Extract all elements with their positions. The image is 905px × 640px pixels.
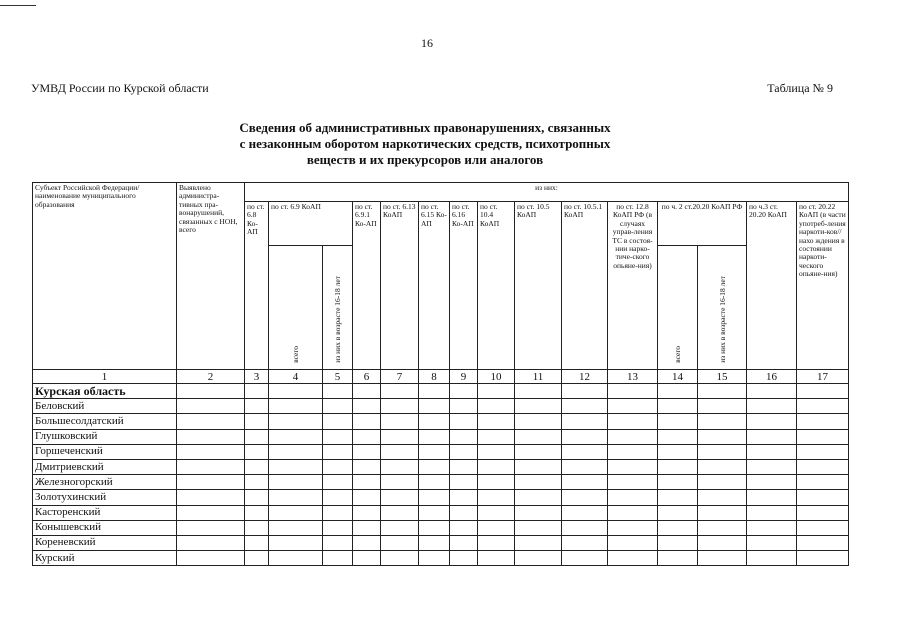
table-cell (419, 414, 450, 429)
table-cell (323, 384, 353, 399)
table-cell (658, 444, 698, 459)
header-col-14-15: по ч. 2 ст.20.20 КоАП РФ (658, 202, 747, 246)
table-cell (381, 490, 419, 505)
column-number: 11 (515, 370, 562, 384)
table-cell (747, 429, 797, 444)
table-cell (245, 505, 269, 520)
table-cell (478, 399, 515, 414)
table-cell (515, 520, 562, 535)
table-cell (698, 399, 747, 414)
municipality-name: Горшеченский (33, 444, 177, 459)
table-cell (269, 490, 323, 505)
table-cell (698, 384, 747, 399)
table-cell (323, 444, 353, 459)
header-col-5: из них в возрасте 16-18 лет (323, 246, 353, 370)
table-cell (450, 520, 478, 535)
table-row (33, 475, 849, 490)
table-cell (747, 414, 797, 429)
table-cell (323, 520, 353, 535)
table-cell (515, 444, 562, 459)
table-cell (608, 505, 658, 520)
header-col-7: по ст. 6.13 КоАП (381, 202, 419, 370)
table-cell (658, 520, 698, 535)
table-cell (177, 399, 245, 414)
table-cell (698, 505, 747, 520)
column-number: 7 (381, 370, 419, 384)
header-subject: Субъект Российской Федерации/ наименование муниципального образования (33, 183, 177, 370)
table-cell (177, 414, 245, 429)
title-line: с незаконным оборотом наркотических средств, психотропных (239, 136, 611, 151)
table-cell (419, 505, 450, 520)
table-cell (658, 551, 698, 566)
table-row (33, 505, 849, 520)
table-cell (323, 399, 353, 414)
table-cell (562, 384, 608, 399)
table-cell (478, 505, 515, 520)
municipality-name: Железногорский (33, 475, 177, 490)
table-cell (323, 429, 353, 444)
table-cell (245, 384, 269, 399)
table-cell (245, 475, 269, 490)
table-cell (450, 535, 478, 550)
table-cell (323, 551, 353, 566)
table-cell (450, 505, 478, 520)
table-row (33, 535, 849, 550)
table-cell (381, 505, 419, 520)
header-col-6: по ст. 6.9.1 Ко-АП (353, 202, 381, 370)
table-cell (797, 490, 849, 505)
header-col-12: по ст. 10.5.1 КоАП (562, 202, 608, 370)
table-cell (515, 535, 562, 550)
municipality-name: Дмитриевский (33, 459, 177, 474)
table-cell (177, 384, 245, 399)
table-cell (608, 414, 658, 429)
header-col-15: из них в возрасте 16-18 лет (698, 246, 747, 370)
table-cell (562, 505, 608, 520)
table-cell (747, 459, 797, 474)
table-row-region (33, 384, 849, 399)
table-cell (419, 475, 450, 490)
table-cell (797, 384, 849, 399)
table-cell (478, 551, 515, 566)
table-cell (381, 399, 419, 414)
municipality-name: Беловский (33, 399, 177, 414)
table-row (33, 520, 849, 535)
table-cell (177, 475, 245, 490)
table-cell (478, 444, 515, 459)
table-cell (478, 429, 515, 444)
report-table (32, 182, 849, 566)
table-cell (269, 414, 323, 429)
page-number: 16 (421, 36, 433, 50)
table-cell (450, 444, 478, 459)
table-cell (562, 490, 608, 505)
column-number: 15 (698, 370, 747, 384)
table-cell (177, 429, 245, 444)
table-cell (515, 384, 562, 399)
table-cell (381, 520, 419, 535)
table-cell (450, 551, 478, 566)
header-col-4-5: по ст. 6.9 КоАП (269, 202, 353, 246)
header-col-11: по ст. 10.5 КоАП (515, 202, 562, 370)
table-cell (515, 414, 562, 429)
table-cell (698, 414, 747, 429)
table-cell (269, 475, 323, 490)
table-cell (381, 459, 419, 474)
table-cell (797, 459, 849, 474)
table-cell (177, 490, 245, 505)
table-cell (608, 535, 658, 550)
table-cell (450, 399, 478, 414)
column-number: 9 (450, 370, 478, 384)
table-cell (515, 551, 562, 566)
table-cell (323, 414, 353, 429)
table-cell (478, 384, 515, 399)
header-col-17: по ст. 20.22 КоАП (в части употреб-ления наркоти-ков//нахо ждения в состоянии наркоти-ческого опьяне-ния) (797, 202, 849, 370)
table-cell (419, 551, 450, 566)
table-cell (177, 444, 245, 459)
table-cell (419, 384, 450, 399)
table-cell (698, 535, 747, 550)
table-cell (353, 414, 381, 429)
column-number: 5 (323, 370, 353, 384)
table-cell (245, 399, 269, 414)
table-cell (269, 459, 323, 474)
table-cell (450, 384, 478, 399)
table-cell (269, 505, 323, 520)
table-cell (608, 399, 658, 414)
table-cell (245, 444, 269, 459)
table-cell (658, 429, 698, 444)
table-cell (698, 551, 747, 566)
table-cell (658, 414, 698, 429)
table-cell (353, 520, 381, 535)
table-cell (177, 535, 245, 550)
table-cell (353, 551, 381, 566)
table-row (33, 429, 849, 444)
table-cell (797, 444, 849, 459)
table-cell (658, 535, 698, 550)
table-cell (353, 505, 381, 520)
table-cell (353, 429, 381, 444)
table-cell (797, 520, 849, 535)
table-cell (608, 429, 658, 444)
table-cell (608, 475, 658, 490)
table-cell (381, 535, 419, 550)
table-cell (450, 490, 478, 505)
table-cell (323, 459, 353, 474)
table-cell (353, 459, 381, 474)
table-cell (747, 505, 797, 520)
table-cell (269, 429, 323, 444)
table-cell (698, 520, 747, 535)
municipality-name: Конышевский (33, 520, 177, 535)
table-cell (747, 399, 797, 414)
table-cell (562, 551, 608, 566)
table-cell (245, 535, 269, 550)
table-cell (608, 444, 658, 459)
table-cell (698, 429, 747, 444)
table-cell (478, 414, 515, 429)
table-cell (269, 399, 323, 414)
table-cell (269, 384, 323, 399)
table-cell (608, 459, 658, 474)
column-number: 4 (269, 370, 323, 384)
table-cell (515, 475, 562, 490)
table-row (33, 444, 849, 459)
table-cell (515, 490, 562, 505)
table-cell (658, 490, 698, 505)
table-cell (658, 505, 698, 520)
table-cell (747, 551, 797, 566)
column-number: 17 (797, 370, 849, 384)
table-cell (698, 475, 747, 490)
header-of-them: из них: (245, 183, 849, 202)
table-cell (698, 444, 747, 459)
table-cell (747, 475, 797, 490)
table-row (33, 551, 849, 566)
table-cell (177, 505, 245, 520)
table-cell (419, 520, 450, 535)
title-line: Сведения об административных правонарушениях, связанных (239, 120, 611, 135)
table-cell (450, 414, 478, 429)
table-cell (562, 399, 608, 414)
column-number-row (33, 370, 849, 384)
table-cell (797, 399, 849, 414)
table-cell (608, 551, 658, 566)
municipality-name: Курская область (33, 384, 177, 399)
table-cell (419, 490, 450, 505)
table-cell (797, 414, 849, 429)
municipality-name: Касторенский (33, 505, 177, 520)
table-row (33, 490, 849, 505)
table-cell (515, 399, 562, 414)
table-cell (698, 490, 747, 505)
table-cell (797, 551, 849, 566)
column-number: 3 (245, 370, 269, 384)
table-cell (177, 551, 245, 566)
header-col-9: по ст. 6.16 Ко-АП (450, 202, 478, 370)
table-row (33, 414, 849, 429)
table-cell (478, 459, 515, 474)
table-cell (353, 475, 381, 490)
table-cell (419, 459, 450, 474)
table-cell (747, 520, 797, 535)
table-cell (478, 490, 515, 505)
table-cell (658, 475, 698, 490)
column-number: 16 (747, 370, 797, 384)
column-number: 13 (608, 370, 658, 384)
table-cell (562, 520, 608, 535)
table-cell (381, 429, 419, 444)
table-cell (562, 535, 608, 550)
table-cell (562, 475, 608, 490)
table-cell (177, 520, 245, 535)
column-number: 2 (177, 370, 245, 384)
table-cell (658, 384, 698, 399)
table-cell (269, 520, 323, 535)
table-cell (608, 520, 658, 535)
municipality-name: Большесолдатский (33, 414, 177, 429)
table-cell (177, 459, 245, 474)
header-col-10: по ст. 10.4 КоАП (478, 202, 515, 370)
table-cell (562, 414, 608, 429)
table-cell (608, 490, 658, 505)
table-row (33, 399, 849, 414)
table-cell (353, 444, 381, 459)
table-cell (562, 459, 608, 474)
municipality-name: Курский (33, 551, 177, 566)
header-col-4: всего (269, 246, 323, 370)
table-cell (478, 520, 515, 535)
table-cell (323, 475, 353, 490)
table-cell (353, 490, 381, 505)
table-cell (658, 399, 698, 414)
table-cell (381, 384, 419, 399)
table-cell (515, 505, 562, 520)
document-title (190, 120, 660, 168)
table-cell (245, 520, 269, 535)
table-cell (478, 535, 515, 550)
municipality-name: Золотухинский (33, 490, 177, 505)
table-cell (747, 384, 797, 399)
table-cell (797, 535, 849, 550)
table-cell (747, 444, 797, 459)
table-cell (353, 399, 381, 414)
table-cell (562, 444, 608, 459)
table-cell (381, 414, 419, 429)
table-cell (245, 459, 269, 474)
table-cell (419, 444, 450, 459)
header-col-3: по ст. 6.8 Ко-АП (245, 202, 269, 370)
table-cell (478, 475, 515, 490)
table-cell (245, 490, 269, 505)
table-cell (562, 429, 608, 444)
table-cell (419, 399, 450, 414)
table-cell (323, 535, 353, 550)
table-cell (245, 551, 269, 566)
table-cell (797, 429, 849, 444)
title-line: веществ и их прекурсоров или аналогов (306, 152, 544, 167)
header-col-14: всего (658, 246, 698, 370)
column-number: 6 (353, 370, 381, 384)
table-cell (797, 475, 849, 490)
column-number: 12 (562, 370, 608, 384)
municipality-name: Глушковский (33, 429, 177, 444)
table-cell (269, 535, 323, 550)
table-cell (450, 459, 478, 474)
table-cell (269, 444, 323, 459)
table-cell (323, 505, 353, 520)
table-cell (323, 490, 353, 505)
column-number: 10 (478, 370, 515, 384)
table-cell (747, 490, 797, 505)
table-cell (353, 384, 381, 399)
table-number: Таблица № 9 (767, 81, 833, 95)
organization-name: УМВД России по Курской области (31, 81, 209, 95)
header-col-8: по ст. 6.15 Ко-АП (419, 202, 450, 370)
table-cell (353, 535, 381, 550)
column-number: 14 (658, 370, 698, 384)
table-cell (450, 475, 478, 490)
header-col-16: по ч.3 ст. 20.20 КоАП (747, 202, 797, 370)
column-number: 1 (33, 370, 177, 384)
table-cell (515, 459, 562, 474)
table-row (33, 459, 849, 474)
table-cell (450, 429, 478, 444)
table-cell (381, 475, 419, 490)
table-cell (658, 459, 698, 474)
table-cell (797, 505, 849, 520)
column-number: 8 (419, 370, 450, 384)
table-cell (381, 444, 419, 459)
table-cell (269, 551, 323, 566)
table-cell (419, 535, 450, 550)
table-cell (419, 429, 450, 444)
municipality-name: Кореневский (33, 535, 177, 550)
header-col-13: по ст. 12.8 КоАП РФ (в случаях управ-ления ТС в состоя-нии нарко-тиче-ского опьяне-ния) (608, 202, 658, 370)
corner-rule (0, 5, 36, 6)
table-cell (747, 535, 797, 550)
table-cell (698, 459, 747, 474)
table-cell (608, 384, 658, 399)
table-cell (515, 429, 562, 444)
table-cell (381, 551, 419, 566)
table-cell (245, 414, 269, 429)
header-total: Выявлено администра-тивных пра-вонарушений, связанных с НОН, всего (177, 183, 245, 370)
table-cell (245, 429, 269, 444)
